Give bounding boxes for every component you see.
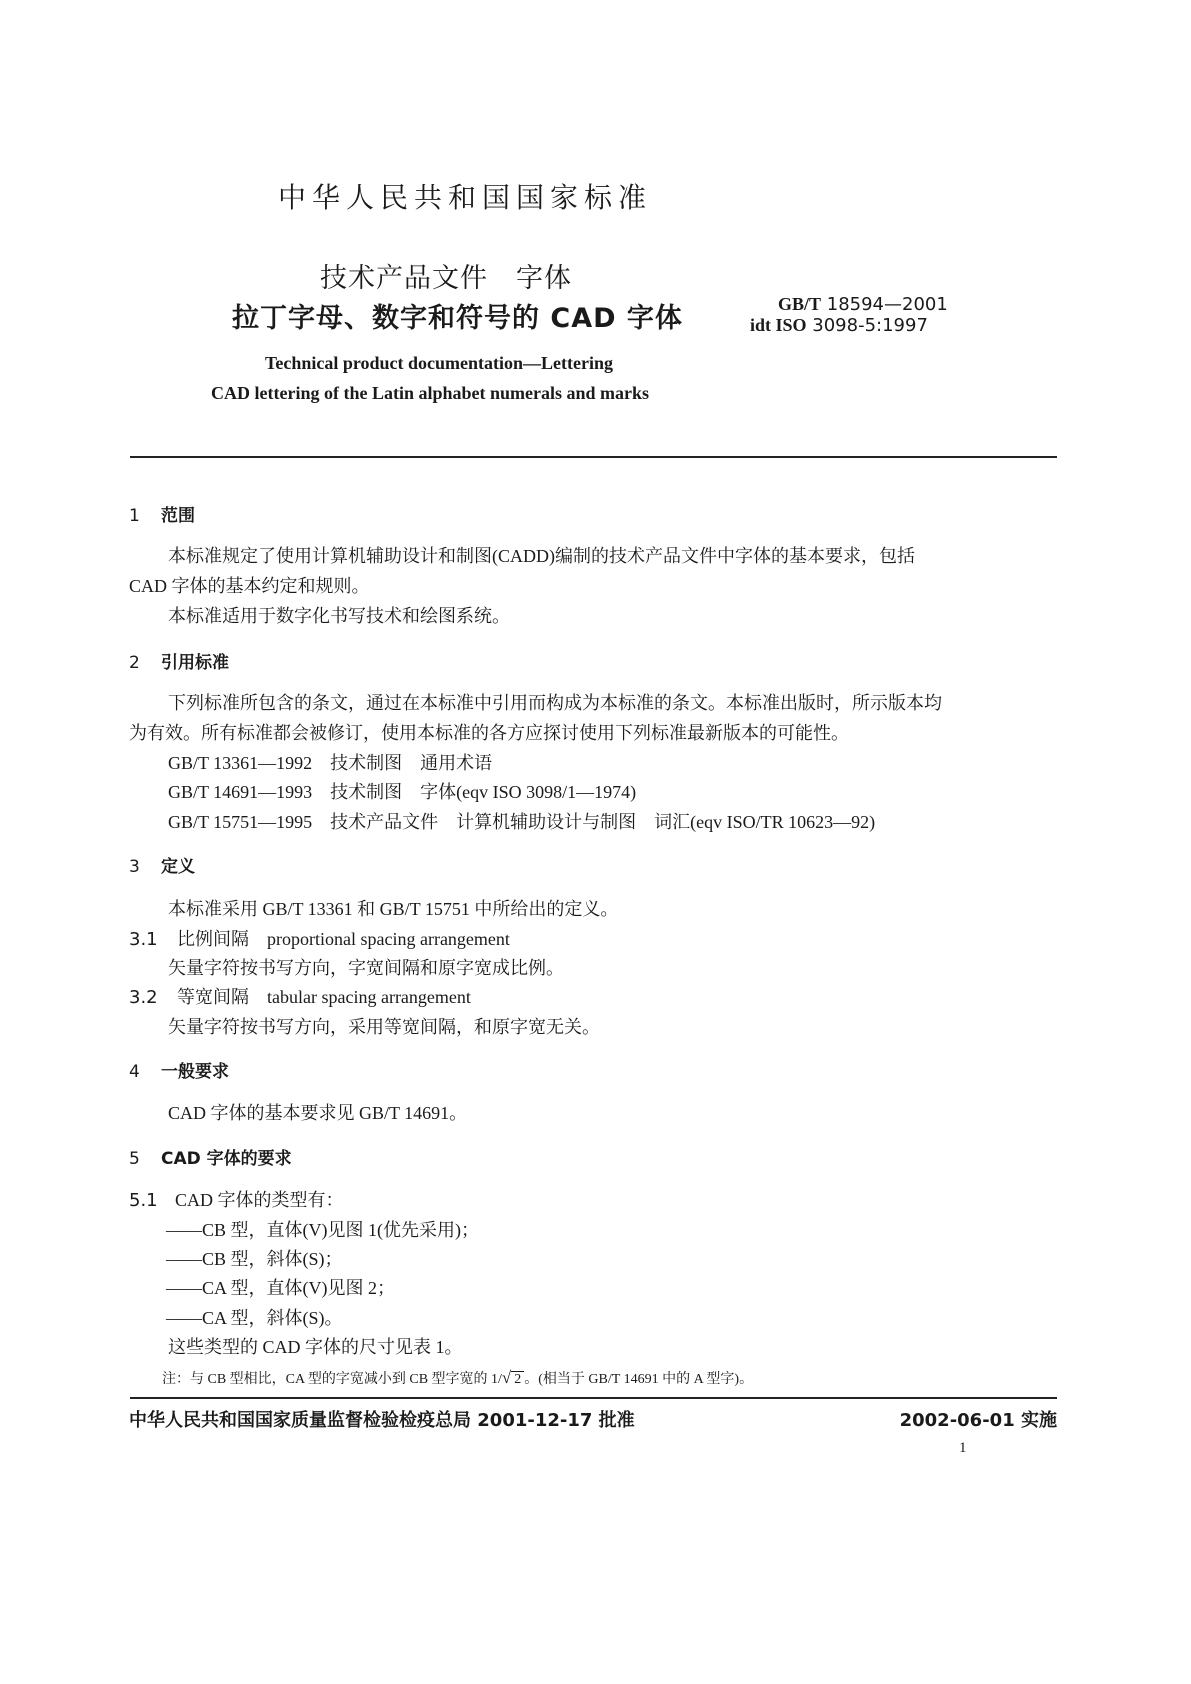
note-suffix: 。(相当于 GB/T 14691 中的 A 型字)。 — [524, 1372, 754, 1387]
english-title-line-2: CAD lettering of the Latin alphabet numerals and marks — [211, 383, 650, 403]
reference-item: GB/T 13361—1992 技术制图 通用术语 — [168, 753, 493, 773]
subsection-5-1 — [129, 1186, 344, 1212]
approval-line: 中华人民共和国国家质量监督检验检疫总局 2001-12-17 批准 — [129, 1410, 635, 1431]
note-prefix: 注：与 CB 型相比，CA 型的字宽减小到 CB 型字宽的 1/ — [162, 1372, 502, 1387]
standard-code-value: 18594—2001 — [826, 294, 948, 315]
section-5-title: CAD 字体的要求 — [161, 1149, 292, 1169]
section-3-number: 3 — [129, 857, 140, 877]
section-1-heading — [129, 501, 195, 526]
section-2-title: 引用标准 — [161, 653, 229, 673]
definition-3-1-term: 比例间隔 proportional spacing arrangement — [177, 929, 510, 949]
title-line-1: 技术产品文件 字体 — [320, 263, 572, 294]
list-item: ——CA 型，直体(V)见图 2； — [166, 1278, 395, 1298]
idt-label: idt ISO — [750, 315, 807, 335]
definition-3-2-text: 矢量字符按书写方向，采用等宽间隔，和原字宽无关。 — [168, 1017, 600, 1037]
list-item: ——CA 型，斜体(S)。 — [166, 1308, 343, 1328]
section-5-heading — [129, 1144, 292, 1169]
section-5-number: 5 — [129, 1149, 140, 1169]
section-3-title: 定义 — [161, 857, 195, 877]
definition-3-2-number: 3.2 — [129, 987, 158, 1008]
section-1-para-2: 本标准适用于数字化书写技术和绘图系统。 — [168, 606, 510, 626]
standard-code-label: GB/T — [778, 294, 822, 314]
section-5-closing: 这些类型的 CAD 字体的尺寸见表 1。 — [168, 1337, 463, 1357]
section-2-number: 2 — [129, 653, 140, 673]
section-3-para-1: 本标准采用 GB/T 13361 和 GB/T 15751 中所给出的定义。 — [168, 899, 619, 919]
sqrt-symbol: √ — [501, 1368, 512, 1387]
footer-rule — [130, 1397, 1057, 1399]
list-item: ——CB 型，斜体(S)； — [166, 1249, 343, 1269]
section-2-heading — [129, 648, 229, 673]
section-3-heading — [129, 852, 195, 877]
title-line-2: 拉丁字母、数字和符号的 CAD 字体 — [232, 303, 683, 334]
reference-item: GB/T 14691—1993 技术制图 字体(eqv ISO 3098/1—1974) — [168, 782, 637, 802]
idt-reference — [750, 315, 928, 336]
note-radicand: 2 — [511, 1371, 524, 1387]
section-4-number: 4 — [129, 1062, 140, 1082]
definition-3-1-text: 矢量字符按书写方向，字宽间隔和原字宽成比例。 — [168, 958, 564, 978]
definition-3-1 — [129, 925, 510, 951]
section-1-number: 1 — [129, 506, 140, 526]
note — [162, 1368, 753, 1388]
english-title-line-1: Technical product documentation—Lettering — [265, 353, 614, 373]
section-2-para-1-line-2: 为有效。所有标准都会被修订，使用本标准的各方应探讨使用下列标准最新版本的可能性。 — [129, 723, 849, 743]
section-4-title: 一般要求 — [161, 1062, 229, 1082]
idt-value: 3098-5:1997 — [812, 315, 928, 336]
section-2-para-1-line-1: 下列标准所包含的条文，通过在本标准中引用而构成为本标准的条文。本标准出版时，所示版本均 — [168, 693, 942, 713]
header-rule — [130, 456, 1057, 458]
section-1-para-1-line-1: 本标准规定了使用计算机辅助设计和制图(CADD)编制的技术产品文件中字体的基本要求，包括 — [168, 546, 915, 566]
page-number: 1 — [959, 1440, 967, 1456]
subsection-5-1-title: CAD 字体的类型有： — [175, 1190, 344, 1210]
definition-3-1-number: 3.1 — [129, 929, 158, 950]
section-1-para-1-line-2: CAD 字体的基本约定和规则。 — [129, 576, 370, 596]
subsection-5-1-number: 5.1 — [129, 1190, 158, 1211]
section-4-para-1: CAD 字体的基本要求见 GB/T 14691。 — [168, 1103, 468, 1123]
reference-item: GB/T 15751—1995 技术产品文件 计算机辅助设计与制图 词汇(eqv ISO/TR 10623—92) — [168, 812, 876, 832]
standard-code — [778, 294, 948, 315]
national-standard-heading: 中华人民共和国国家标准 — [278, 181, 653, 214]
section-1-title: 范围 — [161, 506, 195, 526]
list-item: ——CB 型，直体(V)见图 1(优先采用)； — [166, 1220, 479, 1240]
definition-3-2 — [129, 983, 471, 1009]
definition-3-2-term: 等宽间隔 tabular spacing arrangement — [177, 987, 471, 1007]
implementation-date: 2002-06-01 实施 — [899, 1410, 1057, 1431]
section-4-heading — [129, 1057, 229, 1082]
